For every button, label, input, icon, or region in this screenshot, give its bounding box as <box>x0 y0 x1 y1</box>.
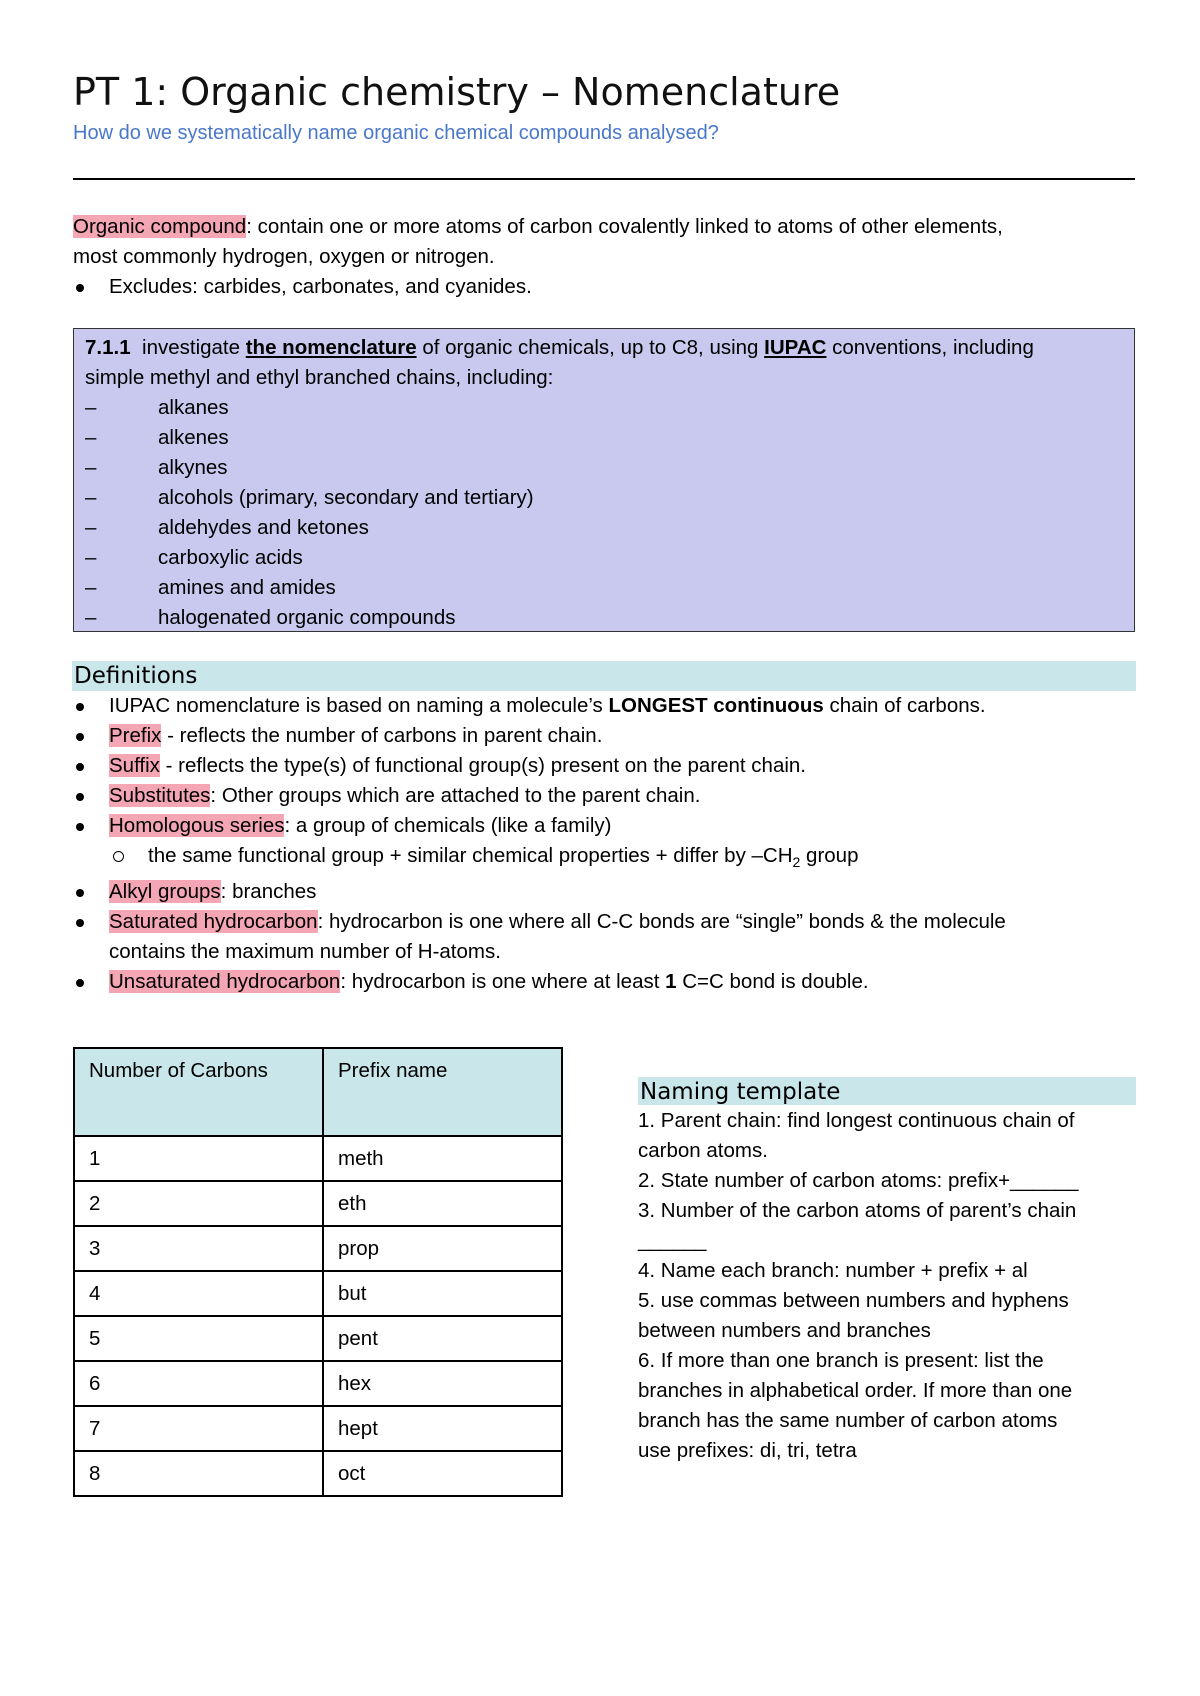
definition-saturated: Saturated hydrocarbon: hydrocarbon is one where all C-C bonds are “single” bonds & the molecule <box>73 907 1006 937</box>
bullet-dot-icon <box>76 733 84 741</box>
organic-compound-def-line2: most commonly hydrogen, oxygen or nitrogen. <box>73 245 495 268</box>
organic-compound-def-line1: : contain one or more atoms of carbon covalently linked to atoms of other elements, <box>246 215 1003 238</box>
naming-line: use prefixes: di, tri, tetra <box>638 1439 857 1462</box>
bullet-dot-icon <box>76 793 84 801</box>
table-row: 2 eth <box>74 1181 562 1226</box>
definition-iupac: IUPAC nomenclature is based on naming a molecule’s LONGEST continuous chain of carbons. <box>73 691 1006 721</box>
page-subtitle: How do we systematically name organic chemical compounds analysed? <box>73 122 719 144</box>
naming-line: between numbers and branches <box>638 1319 931 1342</box>
objective-line2: simple methyl and ethyl branched chains, including: <box>85 366 554 389</box>
objective-nomenclature: the nomenclature <box>245 336 417 359</box>
bullet-dot-icon <box>76 284 84 292</box>
naming-line: 2. State number of carbon atoms: prefix+______ <box>638 1169 1079 1192</box>
bullet-dot-icon <box>76 763 84 771</box>
definition-prefix: Prefix - reflects the number of carbons in parent chain. <box>73 721 1006 751</box>
objective-iupac: IUPAC <box>764 336 827 359</box>
definitions-list <box>73 691 1006 997</box>
objective-item: – alkynes <box>85 456 228 479</box>
naming-line: 5. use commas between numbers and hyphens <box>638 1289 1069 1312</box>
definition-homologous-series: Homologous series: a group of chemicals (like a family) <box>73 811 1006 841</box>
objective-text-c: of organic chemicals, up to C8, using <box>422 336 759 359</box>
naming-line: 4. Name each branch: number + prefix + al <box>638 1259 1028 1282</box>
objective-item: – carboxylic acids <box>85 546 303 569</box>
naming-line: 6. If more than one branch is present: list the <box>638 1349 1044 1372</box>
definition-substitutes: Substitutes: Other groups which are attached to the parent chain. <box>73 781 1006 811</box>
naming-template-steps <box>638 1106 1138 1466</box>
table-row: 5 pent <box>74 1316 562 1361</box>
organic-compound-bullets <box>73 272 532 302</box>
bullet-dot-icon <box>76 823 84 831</box>
naming-line: 1. Parent chain: find longest continuous chain of <box>638 1109 1075 1132</box>
table-row: 3 prop <box>74 1226 562 1271</box>
objective-item: – alkenes <box>85 426 229 449</box>
term-organic-compound: Organic compound <box>73 215 247 238</box>
bullet-dot-icon <box>76 979 84 987</box>
objective-text-a: investigate <box>142 336 241 359</box>
title-divider <box>73 178 1135 180</box>
definition-homologous-sub: the same functional group + similar chemical properties + differ by $-CH_2$ group <box>73 841 1006 877</box>
definition-suffix: Suffix - reflects the type(s) of functional group(s) present on the parent chain. <box>73 751 1006 781</box>
definitions-heading: Definitions <box>72 661 1136 691</box>
table-row: 4 but <box>74 1271 562 1316</box>
objective-item: – alcohols (primary, secondary and tertiary) <box>85 486 534 509</box>
page-title: PT 1: Organic chemistry – Nomenclature <box>73 70 841 114</box>
prefix-table-header <box>74 1048 562 1136</box>
table-row: 7 hept <box>74 1406 562 1451</box>
objective-item: – halogenated organic compounds <box>85 606 456 629</box>
naming-line: 3. Number of the carbon atoms of parent’s chain <box>638 1199 1077 1222</box>
objective-item: – amines and amides <box>85 576 336 599</box>
objective-text-e: conventions, including <box>832 336 1034 359</box>
prefix-table <box>73 1047 563 1497</box>
bullet-dot-icon <box>76 919 84 927</box>
objective-line1 <box>85 333 1034 363</box>
objective-item: – aldehydes and ketones <box>85 516 369 539</box>
table-row: 6 hex <box>74 1361 562 1406</box>
definition-unsaturated: Unsaturated hydrocarbon: hydrocarbon is one where at least 1 C=C bond is double. <box>73 967 1006 997</box>
syllabus-objective-box <box>73 328 1135 632</box>
definition-alkyl-groups: Alkyl groups: branches <box>73 877 1006 907</box>
naming-line: branches in alphabetical order. If more than one <box>638 1379 1073 1402</box>
naming-line: ______ <box>638 1229 707 1252</box>
column-header: Number of Carbons <box>74 1048 323 1136</box>
excludes-bullet: Excludes: carbides, carbonates, and cyanides. <box>109 275 532 298</box>
table-row: 8 oct <box>74 1451 562 1496</box>
objective-code: 7.1.1 <box>85 336 131 359</box>
hollow-bullet-icon <box>113 851 124 862</box>
naming-line: carbon atoms. <box>638 1139 768 1162</box>
table-row: 1 meth <box>74 1136 562 1181</box>
objective-item: – alkanes <box>85 396 229 419</box>
naming-line: branch has the same number of carbon atoms <box>638 1409 1058 1432</box>
bullet-dot-icon <box>76 703 84 711</box>
definition-saturated-cont: contains the maximum number of H-atoms. <box>109 940 501 964</box>
column-header: Prefix name <box>323 1048 562 1136</box>
bullet-dot-icon <box>76 889 84 897</box>
naming-template-heading: Naming template <box>638 1077 1136 1105</box>
organic-compound-definition <box>73 212 1003 272</box>
